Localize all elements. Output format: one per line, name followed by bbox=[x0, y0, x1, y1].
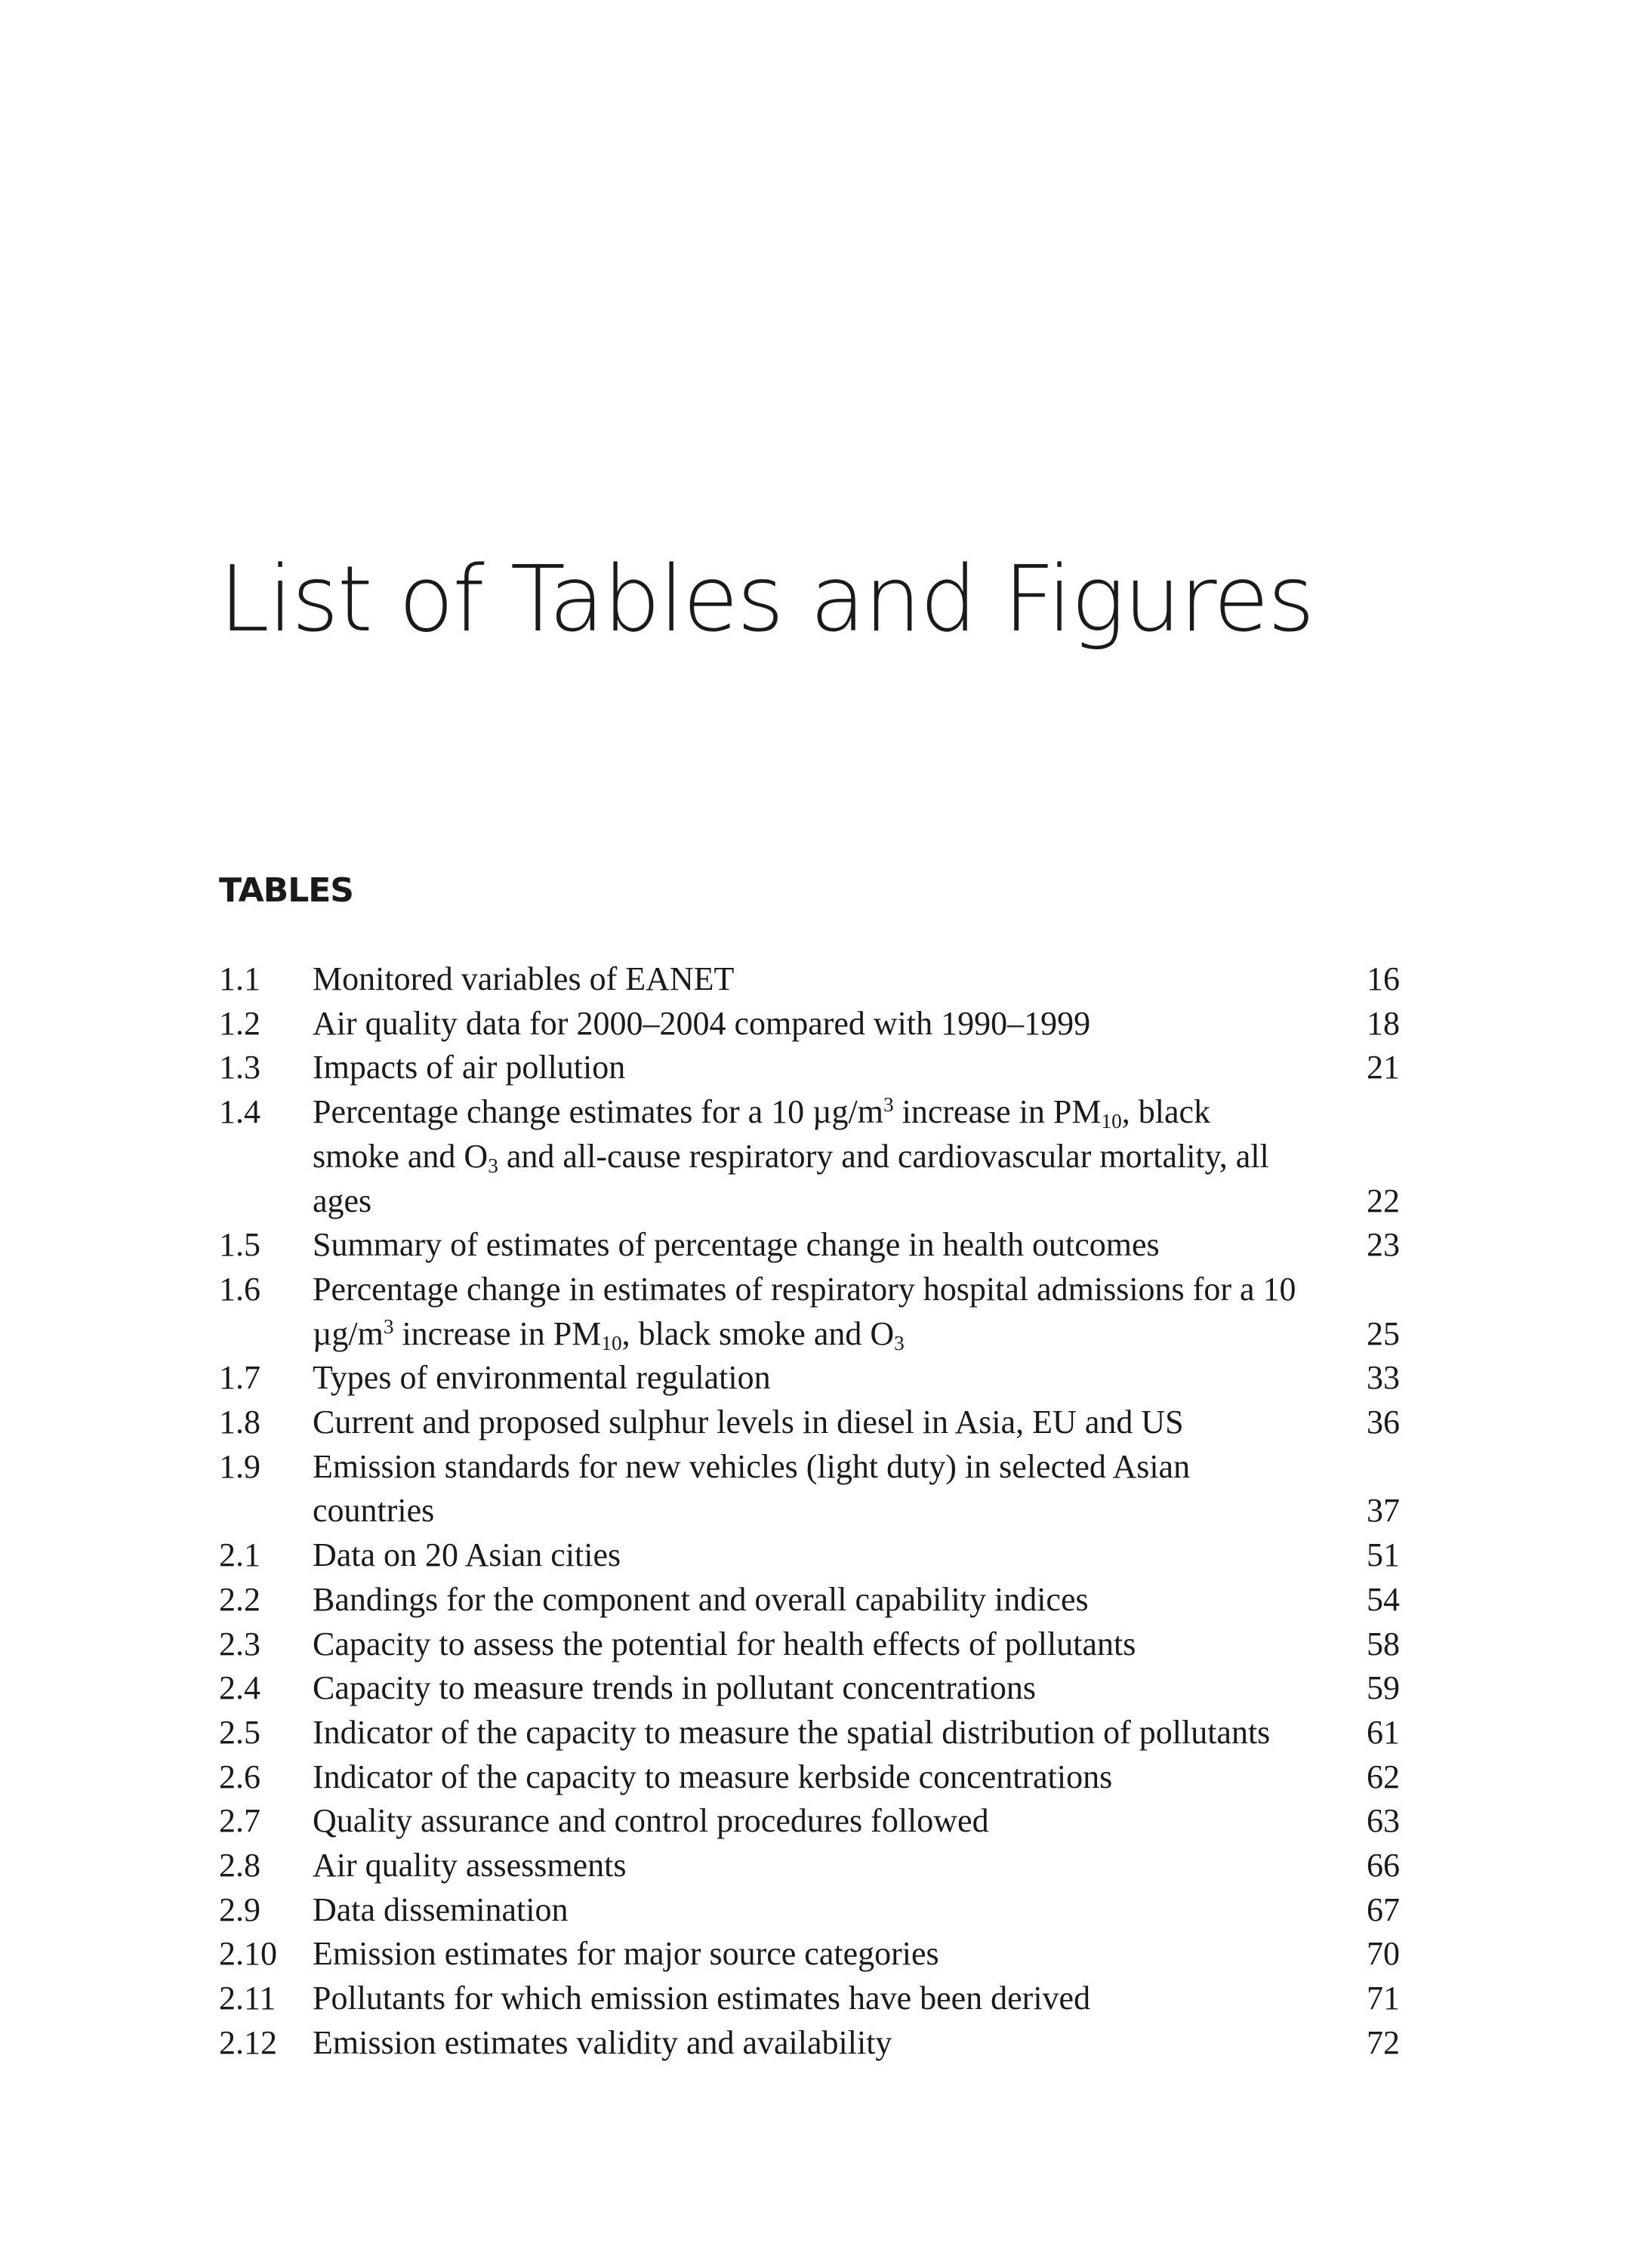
entry-page: 21 bbox=[1367, 1049, 1400, 1086]
entry-number: 2.2 bbox=[219, 1580, 260, 1618]
entry-number: 1.5 bbox=[219, 1226, 260, 1264]
entry-page: 36 bbox=[1367, 1404, 1400, 1441]
entry-title: Capacity to measure trends in pollutant concentrations bbox=[313, 1669, 1036, 1707]
entry-number: 1.7 bbox=[219, 1359, 260, 1397]
entry-page: 59 bbox=[1367, 1669, 1400, 1707]
entry-page: 33 bbox=[1367, 1359, 1400, 1397]
entry-title: Summary of estimates of percentage change in health outcomes bbox=[313, 1226, 1160, 1264]
entry-title: Data on 20 Asian cities bbox=[313, 1536, 621, 1574]
entry-page: 62 bbox=[1367, 1758, 1400, 1795]
table-list bbox=[219, 957, 1400, 2066]
entry-number: 2.6 bbox=[219, 1758, 260, 1795]
entry-title: Bandings for the component and overall capability indices bbox=[313, 1580, 1089, 1618]
entry-page: 72 bbox=[1367, 2023, 1400, 2061]
entry-number: 1.8 bbox=[219, 1404, 260, 1441]
entry-title: Quality assurance and control procedures followed bbox=[313, 1802, 989, 1840]
entry-number: 2.5 bbox=[219, 1713, 260, 1751]
entry-title: Data dissemination bbox=[313, 1891, 569, 1928]
list-item[interactable] bbox=[219, 1844, 1400, 1888]
entry-page: 23 bbox=[1367, 1226, 1400, 1264]
entry-title: Types of environmental regulation bbox=[313, 1359, 771, 1397]
list-item[interactable] bbox=[219, 1445, 1400, 1533]
entry-title: Emission standards for new vehicles (light duty) in selected Asian countries bbox=[313, 1447, 1191, 1530]
entry-title: Indicator of the capacity to measure the spatial distribution of pollutants bbox=[313, 1713, 1271, 1751]
entry-title: Monitored variables of EANET bbox=[313, 960, 735, 997]
entry-title: Current and proposed sulphur levels in diesel in Asia, EU and US bbox=[313, 1404, 1184, 1441]
list-item[interactable] bbox=[219, 1356, 1400, 1401]
entry-page: 16 bbox=[1367, 960, 1400, 997]
entry-number: 2.3 bbox=[219, 1625, 260, 1662]
list-item[interactable] bbox=[219, 2021, 1400, 2066]
entry-title: Percentage change in estimates of respiratory hospital admissions for a 10 $\mu g/m^3$ increase in $PM_{10}$, black smoke and $O_3$ bbox=[313, 1270, 1296, 1354]
list-item[interactable] bbox=[219, 1268, 1400, 1356]
entry-title: Impacts of air pollution bbox=[313, 1049, 626, 1086]
list-item[interactable] bbox=[219, 1090, 1400, 1223]
entry-page: 71 bbox=[1367, 1980, 1400, 2017]
list-item[interactable] bbox=[219, 1002, 1400, 1046]
section-heading-tables: TABLES bbox=[219, 871, 353, 910]
entry-number: 2.7 bbox=[219, 1802, 260, 1840]
list-item[interactable] bbox=[219, 1223, 1400, 1268]
subscript: 10 bbox=[1101, 1109, 1122, 1132]
superscript: 3 bbox=[883, 1093, 894, 1117]
entry-title: Air quality assessments bbox=[313, 1847, 627, 1884]
list-item[interactable] bbox=[219, 1932, 1400, 1977]
entry-page: 66 bbox=[1367, 1847, 1400, 1884]
entry-title: Capacity to assess the potential for health effects of pollutants bbox=[313, 1625, 1136, 1662]
entry-number: 2.10 bbox=[219, 1935, 277, 1973]
entry-number: 2.8 bbox=[219, 1847, 260, 1884]
entry-title: Indicator of the capacity to measure kerbside concentrations bbox=[313, 1758, 1113, 1795]
list-item[interactable] bbox=[219, 1666, 1400, 1711]
entry-page: 61 bbox=[1367, 1713, 1400, 1751]
subscript: 3 bbox=[894, 1331, 905, 1354]
subscript: 3 bbox=[488, 1154, 498, 1177]
entry-page: 51 bbox=[1367, 1536, 1400, 1574]
entry-number: 1.6 bbox=[219, 1270, 260, 1308]
entry-page: 70 bbox=[1367, 1935, 1400, 1973]
entry-title: Pollutants for which emission estimates have been derived bbox=[313, 1980, 1091, 2017]
entry-page: 22 bbox=[1367, 1182, 1400, 1219]
entry-title: Emission estimates for major source categories bbox=[313, 1935, 939, 1973]
entry-page: 67 bbox=[1367, 1891, 1400, 1928]
entry-title: Air quality data for 2000–2004 compared with 1990–1999 bbox=[313, 1004, 1091, 1042]
entry-number: 2.4 bbox=[219, 1669, 260, 1707]
entry-number: 1.1 bbox=[219, 960, 260, 997]
entry-page: 37 bbox=[1367, 1492, 1400, 1530]
list-item[interactable] bbox=[219, 1046, 1400, 1090]
list-item[interactable] bbox=[219, 1578, 1400, 1622]
list-item[interactable] bbox=[219, 1977, 1400, 2021]
entry-page: 63 bbox=[1367, 1802, 1400, 1840]
entry-page: 58 bbox=[1367, 1625, 1400, 1662]
list-item[interactable] bbox=[219, 1711, 1400, 1755]
entry-title: Percentage change estimates for a 10 $\mu g/m^3$ increase in $PM_{10}$, black smoke and $O_3$ and all-cause respiratory and cardiovascular mortality, all ages bbox=[313, 1093, 1269, 1219]
entry-number: 2.12 bbox=[219, 2023, 277, 2061]
entry-page: 25 bbox=[1367, 1314, 1400, 1352]
entry-number: 1.4 bbox=[219, 1093, 260, 1131]
superscript: 3 bbox=[383, 1314, 394, 1338]
entry-page: 54 bbox=[1367, 1580, 1400, 1618]
entry-number: 2.11 bbox=[219, 1980, 276, 2017]
list-item[interactable] bbox=[219, 1888, 1400, 1933]
entry-number: 1.9 bbox=[219, 1447, 260, 1485]
list-item[interactable] bbox=[219, 1622, 1400, 1667]
list-item[interactable] bbox=[219, 1755, 1400, 1800]
list-item[interactable] bbox=[219, 1533, 1400, 1578]
entry-number: 1.2 bbox=[219, 1004, 260, 1042]
list-item[interactable] bbox=[219, 1401, 1400, 1445]
subscript: 10 bbox=[601, 1331, 622, 1354]
entry-number: 1.3 bbox=[219, 1049, 260, 1086]
entry-title: Emission estimates validity and availability bbox=[313, 2023, 892, 2061]
page-title: List of Tables and Figures bbox=[219, 547, 1314, 652]
entry-number: 2.9 bbox=[219, 1891, 260, 1928]
list-item[interactable] bbox=[219, 1799, 1400, 1844]
list-item[interactable] bbox=[219, 957, 1400, 1002]
entry-page: 18 bbox=[1367, 1004, 1400, 1042]
entry-number: 2.1 bbox=[219, 1536, 260, 1574]
